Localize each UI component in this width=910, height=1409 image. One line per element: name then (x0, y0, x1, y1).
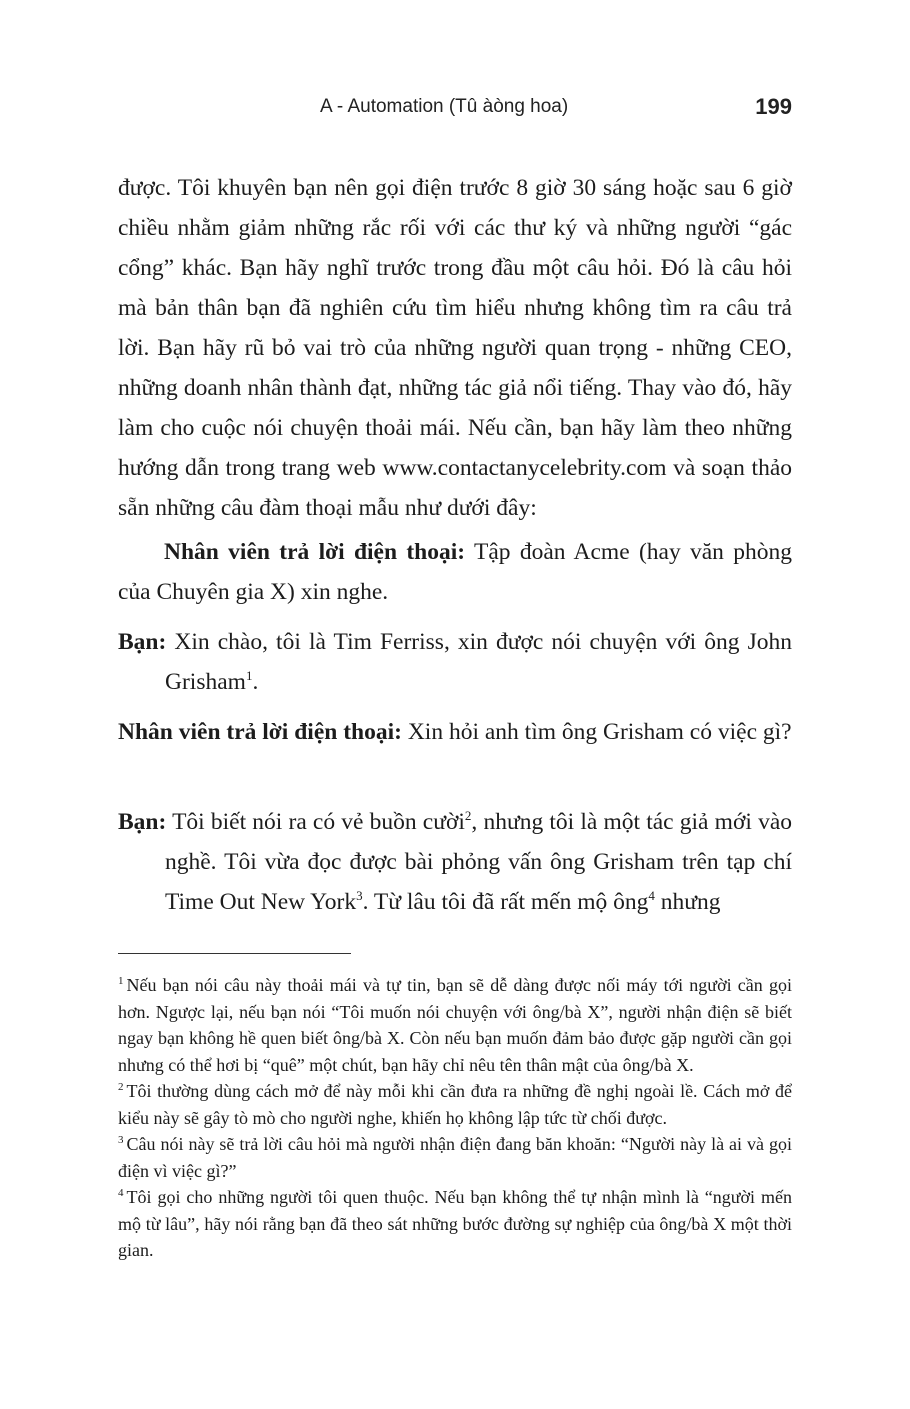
footnote-ref: 2 (464, 808, 472, 824)
footnote-ref: 3 (356, 888, 363, 904)
dialog-line-3 (118, 712, 792, 752)
dialog-text: Xin hỏi anh tìm ông Grisham có việc gì? (401, 719, 792, 745)
speaker-label: Bạn: (118, 629, 167, 655)
footnote-3 (118, 1131, 792, 1184)
dialog-text: Xin chào, tôi là Tim Ferriss, xin được nói chuyện với ông John Grisham (165, 629, 792, 695)
dialog-text: . (252, 669, 259, 695)
footnote-text: Tôi thường dùng cách mở để này mỗi khi cần đưa ra những đề nghị ngoài lề. Cách mở để kiểu này sẽ gây tò mò cho người nghe, khiến họ không lập tức từ chối được. (118, 1081, 792, 1128)
speaker-label: Nhân viên trả lời điện thoại: (164, 539, 466, 565)
footnote-text: Nếu bạn nói câu này thoải mái và tự tin, bạn sẽ dễ dàng được nối máy tới người cần gọi hơn. Ngược lại, nếu bạn nói “Tôi muốn nói chuyện với ông/bà X”, người nhận điện sẽ biết ngay bạn không hề quen biết ông/bà X. Còn nếu bạn muốn đảm bảo được gặp người cần gọi nhưng có thể hơi bị “quê” một chút, bạn hãy chỉ nêu tên thân mật của ông/bà X. (118, 975, 792, 1075)
body-text (118, 168, 792, 528)
dialog-text: nhưng (654, 889, 721, 915)
footnotes (118, 972, 792, 1264)
footnote-1 (118, 972, 792, 1078)
footnote-ref: 1 (245, 668, 253, 684)
page-number: 199 (755, 94, 792, 119)
footnote-text: Tôi gọi cho những người tôi quen thuộc. Nếu bạn không thể tự nhận mình là “người mến mộ từ lâu”, hãy nói rằng bạn đã theo sát những bước đường sự nghiệp của ông/bà X một thời gian. (118, 1187, 792, 1260)
footnote-mark: 1 (118, 975, 124, 987)
dialog-line-2 (118, 622, 792, 702)
footnote-mark: 2 (118, 1081, 124, 1093)
dialog-text: , nhưng tôi là một tác giả mới vào nghề. Tôi vừa đọc được bài phỏng vấn ông Grisham trên tạp chí Time Out New York (165, 809, 792, 915)
speaker-label: Bạn: (118, 809, 167, 835)
footnote-4 (118, 1184, 792, 1264)
running-head: A - Automation (Tû àòng hoa) (320, 96, 569, 117)
footnote-2 (118, 1078, 792, 1131)
dialog-line-4 (118, 802, 792, 922)
dialog-line-1 (118, 532, 792, 612)
footnote-text: Câu nói này sẽ trả lời câu hỏi mà người nhận điện đang băn khoăn: “Người này là ai và gọi điện vì việc gì?” (118, 1134, 792, 1181)
dialog-text: Tập đoàn Acme (hay văn phòng của Chuyên gia X) xin nghe. (118, 539, 792, 605)
body-paragraph: được. Tôi khuyên bạn nên gọi điện trước 8 giờ 30 sáng hoặc sau 6 giờ chiều nhằm giảm những rắc rối với các thư ký và những người “gác cổng” khác. Bạn hãy nghĩ trước trong đầu một câu hỏi. Đó là câu hỏi mà bản thân bạn đã nghiên cứu tìm hiểu nhưng không tìm ra câu trả lời. Bạn hãy rũ bỏ vai trò của những người quan trọng - những CEO, những doanh nhân thành đạt, những tác giả nổi tiếng. Thay vào đó, hãy làm cho cuộc nói chuyện thoải mái. Nếu cần, bạn hãy làm theo những hướng dẫn trong trang web www.contactanycelebrity.com và soạn thảo sẵn những câu đàm thoại mẫu như dưới đây: (118, 175, 792, 521)
footnote-rule (118, 953, 351, 954)
dialog-text: . Từ lâu tôi đã rất mến mộ ông (362, 889, 649, 915)
footnote-mark: 4 (118, 1187, 124, 1199)
dialog-text: Tôi biết nói ra có vẻ buồn cười (166, 809, 465, 835)
speaker-label: Nhân viên trả lời điện thoại: (118, 719, 402, 745)
footnote-ref: 4 (648, 888, 655, 904)
footnote-mark: 3 (118, 1134, 124, 1146)
